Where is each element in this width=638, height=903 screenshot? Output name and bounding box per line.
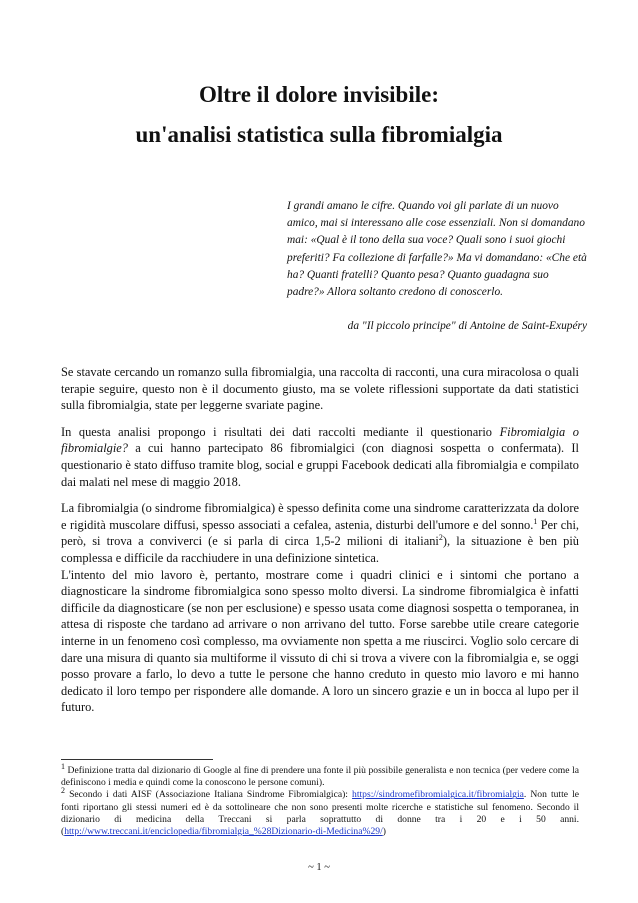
document-title-line2: un'analisi statistica sulla fibromialgia: [135, 122, 503, 147]
footnote-1-number: 1: [61, 761, 65, 771]
epigraph-attribution: da "Il piccolo principe" di Antoine de Saint-Exupéry: [347, 320, 587, 332]
footnote-2-text-start: Secondo i dati AISF (Associazione Italiana Sindrome Fibromialgica):: [65, 789, 353, 801]
paragraph-survey-start: In questa analisi propongo i risultati dei dati raccolti mediante il questionario: [61, 424, 500, 439]
paragraph-definition-start: La fibromialgia (o sindrome fibromialgica) è spesso definita come una sindrome caratterizzata da dolore e rigidità muscolare diffusi, spesso associati a cefalea, astenia, disturbi dell'umore e del sonno.: [61, 501, 579, 532]
paragraph-intent: L'intento del mio lavoro è, pertanto, mostrare come i quadri clinici e i sintomi che portano a diagnosticare la sindrome fibromialgica sono spesso molto diversi. La sindrome fibromialgica è infatti difficile da diagnosticare (se non per esclusione) e spesso usata come diagnosi sospetta o temporanea, in attesa di risposte che tardano ad arrivare o non arrivano del tutto. Forse sarebbe utile creare categorie interne in un fenomeno così complesso, ma ovviamente non spetta a me riuscirci. Voglio solo cercare di dare una misura di quanto sia multiforme il vissuto di chi si trova a vivere con la fibromialgia e, se oggi posso provare a farlo, lo devo a tutte le persone che hanno creduto in questo mio lavoro e mi hanno dedicato il loro tempo per rispondere alle domande. A loro un sincero grazie e un in bocca al lupo per il futuro.: [61, 567, 579, 715]
document-title-line1: Oltre il dolore invisibile:: [198, 82, 439, 107]
paragraph-definition-middle: Per chi, però, si trova a conviverci (e si parla di circa 1,5-2 milioni di italiani: [61, 517, 580, 549]
paragraph-definition-end: ), la situazione è ben più complessa e difficile da racchiudere in una definizione sintetica.: [61, 534, 579, 565]
footnote-1-text: Definizione tratta dal dizionario di Google al fine di prendere una fonte il più possibile generalista e non tecnica (per vedere come la definiscono i media e quindi come la conoscono le persone comuni).: [61, 765, 579, 789]
document-body: [61, 364, 579, 716]
footnote-2-text-end: ): [382, 826, 386, 838]
paragraph-definition: [61, 500, 579, 566]
footnote-2: [61, 786, 579, 838]
footnotes: [61, 761, 579, 838]
footnote-1: [61, 761, 579, 789]
paragraph-intro: Se stavate cercando un romanzo sulla fibromialgia, una raccolta di racconti, una cura miracolosa o quali terapie seguire, questo non è il documento giusto, ma se volete riflessioni supportate da dati statistici sulla fibromialgia, state per leggerne svariate pagine.: [61, 365, 579, 413]
footnote-2-number: 2: [61, 786, 65, 796]
footnote-separator: [61, 759, 213, 760]
epigraph-quote: I grandi amano le cifre. Quando voi gli parlate di un nuovo amico, mai si interessano alle cose essenziali. Non si domandano mai: «Qual è il tono della sua voce? Quali sono i suoi giochi preferiti? Fa collezione di farfalle?» Ma vi domandano: «Che età ha? Quanti fratelli? Quanto pesa? Quanto guadagna suo padre?» Allora soltanto credono di conoscerlo.: [287, 200, 587, 299]
footnote-2-text-middle: . Non tutte le fonti riportano gli stessi numeri ed è da sottolineare che non sono presenti molte ricerche e statistiche sul fenomeno. Secondo il dizionario di medicina della Treccani si parla soprattutto di donne tra i 20 e i 50 anni. (: [61, 789, 579, 838]
footnote-ref-2[interactable]: 2: [438, 533, 443, 543]
page-number: ~ 1 ~: [308, 862, 330, 873]
treccani-link[interactable]: http://www.treccani.it/enciclopedia/fibromialgia_%28Dizionario-di-Medicina%29/: [64, 826, 383, 838]
paragraph-survey: [61, 424, 579, 490]
survey-title: Fibromialgia o fibromialgie?: [61, 424, 580, 456]
footnote-ref-1[interactable]: 1: [533, 516, 538, 526]
paragraph-survey-end: a cui hanno partecipato 86 fibromialgici (con diagnosi sospetta o confermata). Il questionario è stato diffuso tramite blog, social e gruppi Facebook dedicati alla fibromialgia e compilato dai malati nel mese di maggio 2018.: [61, 441, 579, 489]
aisf-link[interactable]: https://sindromefibromialgica.it/fibromialgia: [352, 789, 524, 801]
